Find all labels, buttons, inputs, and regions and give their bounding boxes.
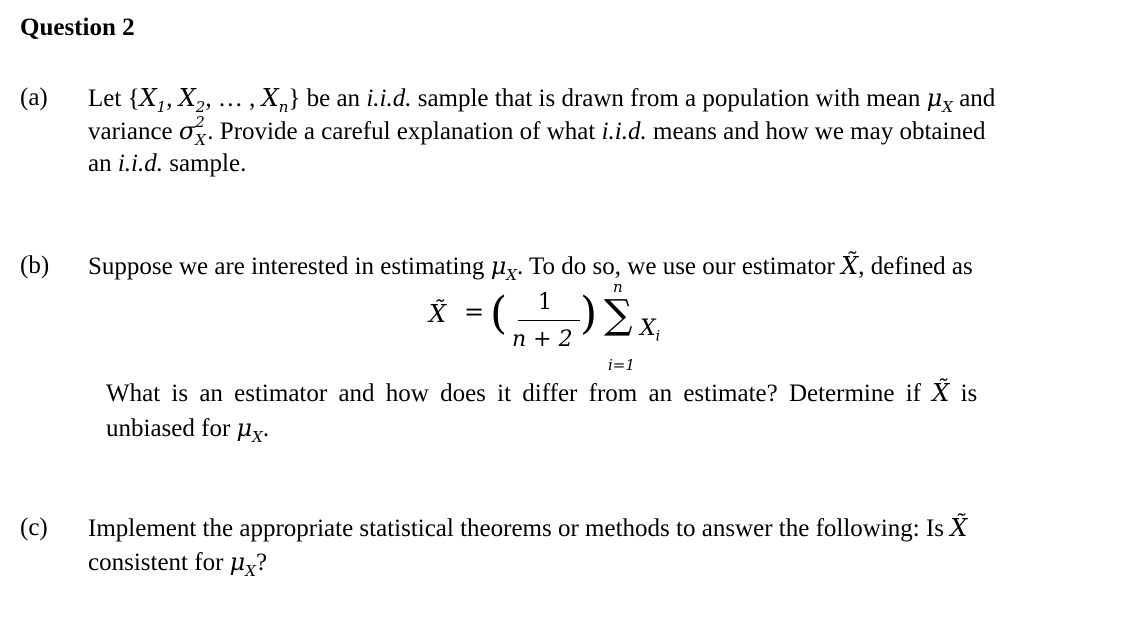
x-tilde: X̃	[950, 514, 968, 542]
part-b-line-3	[106, 414, 270, 446]
text: ,	[166, 85, 179, 112]
summation-symbol: ∑	[604, 292, 633, 338]
var-x2: $X_2$	[178, 84, 206, 116]
iid-term: i.i.d.	[601, 118, 647, 145]
part-b-line-2	[106, 379, 977, 408]
text: , … ,	[205, 85, 262, 112]
text: } be an	[288, 85, 367, 112]
part-a-line-3	[88, 150, 246, 178]
text: means and how we may obtained	[646, 118, 986, 145]
summand: $X_i$	[640, 316, 661, 345]
text: and	[952, 85, 996, 112]
fraction-bar	[518, 320, 580, 321]
var-x1: $X_1$	[139, 84, 167, 116]
text: sample.	[163, 150, 247, 177]
x-tilde: X̃	[841, 252, 859, 280]
right-paren: )	[580, 288, 598, 339]
text: . Provide a careful explanation of what	[207, 118, 602, 145]
part-c-line-2	[88, 548, 268, 580]
text: .	[262, 415, 270, 442]
mu-x: $\mu_X$	[229, 548, 256, 580]
part-a-label: (a)	[20, 84, 48, 111]
text: an	[88, 150, 118, 177]
text: Let {	[88, 85, 140, 112]
text: unbiased for	[106, 415, 237, 442]
equals-sign: =	[464, 298, 485, 326]
fraction-denominator: n + 2	[512, 327, 573, 352]
mu-x: $\mu_X$	[926, 84, 953, 116]
summation-lower: i=1	[608, 356, 635, 374]
mu-x: $\mu_X$	[490, 252, 517, 284]
left-paren: (	[490, 288, 508, 339]
part-a-line-2	[88, 113, 986, 149]
text: Implement the appropriate statistical theorems or methods to answer the following: Is	[88, 515, 951, 542]
iid-term: i.i.d.	[117, 150, 164, 177]
iid-term: i.i.d.	[366, 85, 412, 112]
text: . To do so, we use our estimator	[516, 253, 842, 280]
mu-x: $\mu_X$	[236, 414, 263, 446]
text: , defined as	[858, 253, 973, 280]
part-c-line-1	[88, 514, 967, 543]
text: Suppose we are interested in estimating	[88, 253, 491, 280]
equation-lhs: X̃	[429, 300, 447, 328]
text: sample that is drawn from a population with mean	[411, 85, 927, 112]
text: ?	[255, 549, 268, 576]
fraction-numerator: 1	[538, 290, 552, 315]
text: consistent for	[88, 549, 230, 576]
estimator-equation	[420, 278, 720, 374]
part-b-line-1	[88, 252, 973, 284]
part-a-line-1	[88, 84, 996, 116]
part-b-label: (b)	[20, 252, 50, 279]
var-xn: $X_n$	[261, 84, 289, 116]
part-c-label: (c)	[20, 514, 48, 541]
sigma-squared-x: σ 2 X	[178, 113, 206, 149]
question-title: Question 2	[20, 14, 135, 41]
text: is	[949, 380, 978, 407]
summation-upper: n	[613, 278, 623, 296]
text: variance	[88, 118, 179, 145]
text: What is an estimator and how does it differ from an estimate? Determine if	[106, 380, 933, 407]
x-tilde: X̃	[932, 379, 950, 407]
